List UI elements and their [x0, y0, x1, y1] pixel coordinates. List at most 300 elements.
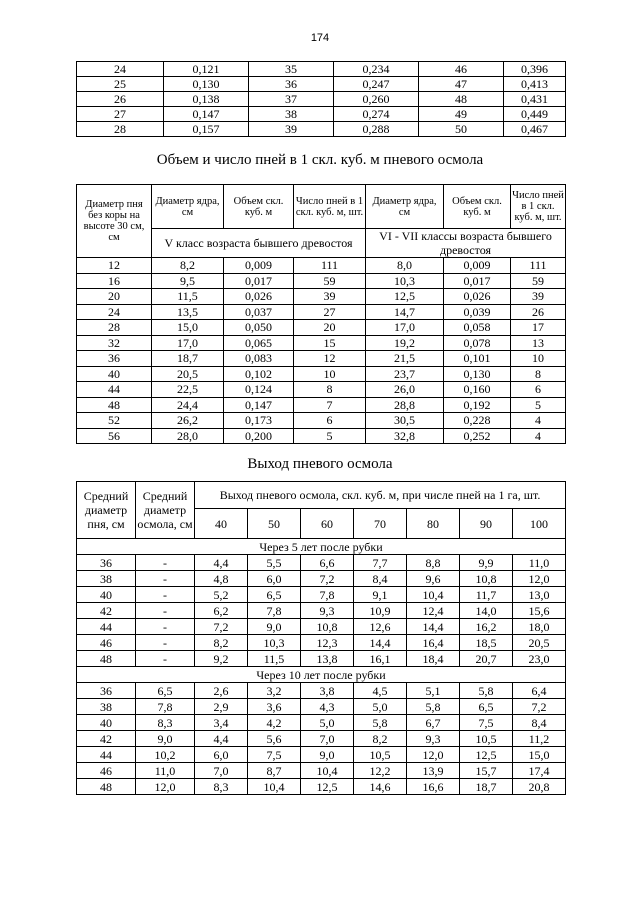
table-cell: 4,3 [301, 699, 354, 715]
table-row [77, 619, 566, 635]
table-row [77, 366, 566, 382]
table-cell: 28 [77, 320, 152, 336]
table-cell: 9,0 [301, 747, 354, 763]
table-cell: 52 [77, 413, 152, 429]
table-cell: 18,7 [460, 779, 513, 795]
table-cell: 13,9 [407, 763, 460, 779]
table-cell: 39 [511, 289, 566, 305]
table-row [77, 289, 566, 305]
table-cell: 7,2 [513, 699, 566, 715]
table-row [77, 747, 566, 763]
table-cell: 7,5 [248, 747, 301, 763]
header-yield-group: Выход пневого осмола, скл. куб. м, при числе пней на 1 га, шт. [195, 482, 566, 509]
table-cell: 8,2 [152, 258, 224, 274]
table-cell: 30,5 [366, 413, 444, 429]
table-cell: 0,121 [164, 62, 249, 77]
table-cell: 0,147 [224, 397, 294, 413]
table-row [77, 763, 566, 779]
header-stump-count: 90 [460, 509, 513, 539]
table-cell: 9,9 [460, 555, 513, 571]
table-cell: 8,3 [195, 779, 248, 795]
table-cell: 20,5 [152, 366, 224, 382]
table-cell: 7,2 [195, 619, 248, 635]
header-group-v: V класс возраста бывшего древостоя [152, 229, 366, 258]
table-cell: 24 [77, 62, 164, 77]
table-cell: 40 [77, 366, 152, 382]
table-cell: 5,2 [195, 587, 248, 603]
header-stump-count: 100 [513, 509, 566, 539]
table-cell: 9,3 [301, 603, 354, 619]
table-cell: 7,0 [301, 731, 354, 747]
resin-yield-table-title: Выход пневого осмола [247, 456, 393, 472]
table-cell: 8,8 [407, 555, 460, 571]
table-cell: 8 [294, 382, 366, 398]
table-cell: 37 [249, 92, 334, 107]
header-group-vi-vii: VI - VII классы возраста бывшего древостоя [366, 229, 566, 258]
table-cell: 15,7 [460, 763, 513, 779]
table-cell: 10 [294, 366, 366, 382]
table-cell: 6,7 [407, 715, 460, 731]
table-cell: 0,017 [444, 273, 511, 289]
table-row [77, 335, 566, 351]
table-cell: 32,8 [366, 428, 444, 444]
table-cell: 0,037 [224, 304, 294, 320]
table-cell: 8,0 [366, 258, 444, 274]
table-cell: 18,0 [513, 619, 566, 635]
table-cell: 10,3 [248, 635, 301, 651]
table-cell: 38 [249, 107, 334, 122]
table-cell: 12 [294, 351, 366, 367]
table-cell: 26 [511, 304, 566, 320]
table-cell: - [136, 619, 195, 635]
table-cell: 42 [77, 603, 136, 619]
table-cell: 6,5 [136, 683, 195, 699]
table-cell: 11,2 [513, 731, 566, 747]
table-cell: 59 [511, 273, 566, 289]
table-cell: 56 [77, 428, 152, 444]
table-cell: 5,8 [407, 699, 460, 715]
table-cell: 3,4 [195, 715, 248, 731]
table-cell: 17 [511, 320, 566, 336]
header-avg-resin-diameter: Средний диаметр осмола, см [136, 482, 195, 539]
table-cell: 111 [511, 258, 566, 274]
table-cell: 13,0 [513, 587, 566, 603]
stump-volume-table [76, 184, 566, 444]
table-cell: 59 [294, 273, 366, 289]
table-row [77, 779, 566, 795]
table-cell: 5 [294, 428, 366, 444]
table-cell: 6 [511, 382, 566, 398]
table-row [77, 92, 566, 107]
resin-yield-table [76, 481, 566, 795]
table-cell: 10,3 [366, 273, 444, 289]
table-cell: 0,234 [334, 62, 419, 77]
table-cell: 16,6 [407, 779, 460, 795]
table-cell: 17,0 [366, 320, 444, 336]
table-cell: 7,8 [248, 603, 301, 619]
table-row [77, 428, 566, 444]
stump-volume-table-title: Объем и число пней в 1 скл. куб. м пневого осмола [156, 152, 484, 168]
table-cell: 0,050 [224, 320, 294, 336]
table-row [77, 382, 566, 398]
table-cell: 9,0 [248, 619, 301, 635]
table-row [77, 715, 566, 731]
table-cell: 3,8 [301, 683, 354, 699]
table-cell: 16 [77, 273, 152, 289]
table-cell: 0,009 [444, 258, 511, 274]
table-cell: 14,4 [354, 635, 407, 651]
table-cell: 48 [77, 651, 136, 667]
table-cell: 20,5 [513, 635, 566, 651]
table-cell: 27 [294, 304, 366, 320]
table-cell: 11,7 [460, 587, 513, 603]
table-cell: 12,3 [301, 635, 354, 651]
table-row [77, 651, 566, 667]
table-cell: 27 [77, 107, 164, 122]
table-cell: 8,4 [354, 571, 407, 587]
table-cell: 17,0 [152, 335, 224, 351]
table-cell: 4,4 [195, 555, 248, 571]
table-cell: 0,157 [164, 122, 249, 137]
table-cell: 5,0 [301, 715, 354, 731]
table-cell: 9,2 [195, 651, 248, 667]
table-row [77, 62, 566, 77]
table-cell: 0,252 [444, 428, 511, 444]
table-cell: 13 [511, 335, 566, 351]
table-cell: 40 [77, 715, 136, 731]
table-cell: 0,228 [444, 413, 511, 429]
table-cell: 6 [294, 413, 366, 429]
table-cell: 0,413 [504, 77, 566, 92]
table-cell: 7,2 [301, 571, 354, 587]
table-cell: - [136, 555, 195, 571]
header-volume-v: Объем скл. куб. м [224, 185, 294, 229]
table-cell: 8,7 [248, 763, 301, 779]
table-row [77, 122, 566, 137]
table-cell: 17,4 [513, 763, 566, 779]
table-cell: 14,6 [354, 779, 407, 795]
table-cell: 46 [77, 635, 136, 651]
header-volume-vi: Объем скл. куб. м [444, 185, 511, 229]
table-cell: 40 [77, 587, 136, 603]
table-cell: 28,0 [152, 428, 224, 444]
table-cell: 42 [77, 731, 136, 747]
table-row [77, 603, 566, 619]
table-row [77, 273, 566, 289]
table-cell: 7,8 [301, 587, 354, 603]
table-cell: 15,0 [513, 747, 566, 763]
table-cell: 6,5 [248, 587, 301, 603]
table-cell: 5,5 [248, 555, 301, 571]
table-cell: 24,4 [152, 397, 224, 413]
table-cell: 46 [77, 763, 136, 779]
table-cell: 26 [77, 92, 164, 107]
table-cell: 35 [249, 62, 334, 77]
table-cell: 18,7 [152, 351, 224, 367]
table-cell: 36 [249, 77, 334, 92]
table-row [77, 320, 566, 336]
table-row [77, 77, 566, 92]
table-cell: 4,8 [195, 571, 248, 587]
table-cell: 6,6 [301, 555, 354, 571]
table-cell: 0,124 [224, 382, 294, 398]
table-row [77, 731, 566, 747]
table-cell: 13,8 [301, 651, 354, 667]
header-core-diameter-v: Диаметр ядра, см [152, 185, 224, 229]
table-cell: 16,4 [407, 635, 460, 651]
table-row [77, 571, 566, 587]
table-cell: 12,6 [354, 619, 407, 635]
table-cell: 14,7 [366, 304, 444, 320]
header-stump-count: 40 [195, 509, 248, 539]
table-cell: 12,0 [407, 747, 460, 763]
table-cell: 8,2 [195, 635, 248, 651]
table-row [77, 351, 566, 367]
table-row [77, 258, 566, 274]
header-avg-stump-diameter: Средний диаметр пня, см [77, 482, 136, 539]
table-cell: 8,3 [136, 715, 195, 731]
table-cell: 11,0 [513, 555, 566, 571]
table-cell: 48 [77, 397, 152, 413]
table-cell: 0,147 [164, 107, 249, 122]
page-number: 174 [310, 32, 330, 44]
table-cell: 12,4 [407, 603, 460, 619]
table-cell: 7 [294, 397, 366, 413]
table-cell: 11,5 [152, 289, 224, 305]
table-cell: 3,6 [248, 699, 301, 715]
table-cell: 10,5 [460, 731, 513, 747]
table-cell: 6,0 [248, 571, 301, 587]
table-cell: 10,9 [354, 603, 407, 619]
section-row [77, 539, 566, 555]
table-cell: 20 [77, 289, 152, 305]
table-cell: 3,2 [248, 683, 301, 699]
table-cell: 0,192 [444, 397, 511, 413]
table-cell: - [136, 603, 195, 619]
table-cell: 4,2 [248, 715, 301, 731]
table-cell: 0,200 [224, 428, 294, 444]
table-cell: - [136, 651, 195, 667]
table-cell: 4 [511, 413, 566, 429]
table-cell: 20,8 [513, 779, 566, 795]
header-stump-count: 50 [248, 509, 301, 539]
table-cell: 7,5 [460, 715, 513, 731]
table-cell: 6,4 [513, 683, 566, 699]
header-count-vi: Число пней в 1 скл. куб. м, шт. [511, 185, 566, 229]
table-cell: 12,0 [136, 779, 195, 795]
table-cell: 36 [77, 683, 136, 699]
table-cell: 10,4 [407, 587, 460, 603]
table-cell: 6,2 [195, 603, 248, 619]
table-cell: 0,017 [224, 273, 294, 289]
table-cell: 5,6 [248, 731, 301, 747]
table-cell: 0,260 [334, 92, 419, 107]
table-cell: 0,467 [504, 122, 566, 137]
table-cell: 19,2 [366, 335, 444, 351]
table-cell: 0,396 [504, 62, 566, 77]
table-cell: 2,6 [195, 683, 248, 699]
header-stump-diameter: Диаметр пня без коры на высоте 30 см, см [77, 185, 152, 258]
table-cell: 15,0 [152, 320, 224, 336]
table-cell: 0,130 [164, 77, 249, 92]
table-cell: 10 [511, 351, 566, 367]
table-cell: 46 [419, 62, 504, 77]
continuation-table [76, 61, 566, 137]
table-cell: 12,5 [460, 747, 513, 763]
table-cell: 48 [77, 779, 136, 795]
table-cell: 8,2 [354, 731, 407, 747]
table-cell: 18,4 [407, 651, 460, 667]
table-cell: 26,0 [366, 382, 444, 398]
table-cell: 0,247 [334, 77, 419, 92]
table-cell: 0,058 [444, 320, 511, 336]
table-cell: 9,3 [407, 731, 460, 747]
table-cell: 0,026 [444, 289, 511, 305]
table-cell: 23,0 [513, 651, 566, 667]
table-cell: 5,8 [354, 715, 407, 731]
table-cell: 47 [419, 77, 504, 92]
table-cell: 16,1 [354, 651, 407, 667]
header-count-v: Число пней в 1 скл. куб. м, шт. [294, 185, 366, 229]
table-row [77, 587, 566, 603]
table-cell: 10,4 [248, 779, 301, 795]
table-cell: 11,0 [136, 763, 195, 779]
table-cell: 20,7 [460, 651, 513, 667]
table-cell: 44 [77, 747, 136, 763]
table-cell: 15,6 [513, 603, 566, 619]
table-cell: 11,5 [248, 651, 301, 667]
table-cell: 9,1 [354, 587, 407, 603]
table-cell: 10,2 [136, 747, 195, 763]
table-cell: 38 [77, 571, 136, 587]
table-cell: 0,288 [334, 122, 419, 137]
table-cell: 15 [294, 335, 366, 351]
table-cell: 0,431 [504, 92, 566, 107]
section-label-5-years: Через 5 лет после рубки [77, 539, 566, 555]
table-cell: 4,4 [195, 731, 248, 747]
table-row [77, 304, 566, 320]
table-cell: 12,5 [301, 779, 354, 795]
table-cell: 12,0 [513, 571, 566, 587]
table-cell: - [136, 635, 195, 651]
header-stump-count: 60 [301, 509, 354, 539]
table-cell: 2,9 [195, 699, 248, 715]
table-cell: 14,4 [407, 619, 460, 635]
table-cell: 6,5 [460, 699, 513, 715]
table-cell: 7,8 [136, 699, 195, 715]
section-row [77, 667, 566, 683]
table-cell: 32 [77, 335, 152, 351]
table-cell: 0,274 [334, 107, 419, 122]
table-cell: 5,0 [354, 699, 407, 715]
table-row [77, 413, 566, 429]
table-cell: 4,5 [354, 683, 407, 699]
table-cell: 9,0 [136, 731, 195, 747]
table-cell: 5 [511, 397, 566, 413]
table-cell: 36 [77, 351, 152, 367]
header-core-diameter-vi: Диаметр ядра, см [366, 185, 444, 229]
table-cell: 0,449 [504, 107, 566, 122]
table-cell: 0,102 [224, 366, 294, 382]
table-cell: 9,5 [152, 273, 224, 289]
table-cell: 44 [77, 382, 152, 398]
table-row [77, 107, 566, 122]
table-cell: - [136, 571, 195, 587]
table-cell: 10,4 [301, 763, 354, 779]
table-cell: 7,0 [195, 763, 248, 779]
table-cell: 0,101 [444, 351, 511, 367]
table-cell: 0,130 [444, 366, 511, 382]
table-cell: 0,160 [444, 382, 511, 398]
table-cell: 10,5 [354, 747, 407, 763]
table-row [77, 555, 566, 571]
table-cell: 48 [419, 92, 504, 107]
table-cell: 49 [419, 107, 504, 122]
table-cell: 0,026 [224, 289, 294, 305]
table-cell: 44 [77, 619, 136, 635]
table-cell: 22,5 [152, 382, 224, 398]
table-cell: 0,065 [224, 335, 294, 351]
table-cell: 6,0 [195, 747, 248, 763]
table-cell: 0,078 [444, 335, 511, 351]
table-cell: 0,083 [224, 351, 294, 367]
table-cell: 18,5 [460, 635, 513, 651]
table-cell: 12,2 [354, 763, 407, 779]
table-cell: 14,0 [460, 603, 513, 619]
table-cell: 9,6 [407, 571, 460, 587]
table-cell: 8,4 [513, 715, 566, 731]
table-row [77, 397, 566, 413]
table-cell: 5,1 [407, 683, 460, 699]
table-cell: 0,039 [444, 304, 511, 320]
table-cell: 0,173 [224, 413, 294, 429]
section-label-10-years: Через 10 лет после рубки [77, 667, 566, 683]
table-cell: 5,8 [460, 683, 513, 699]
table-cell: 8 [511, 366, 566, 382]
table-cell: 28 [77, 122, 164, 137]
table-cell: 28,8 [366, 397, 444, 413]
table-cell: 13,5 [152, 304, 224, 320]
table-cell: 16,2 [460, 619, 513, 635]
table-cell: 10,8 [460, 571, 513, 587]
table-row [77, 699, 566, 715]
table-cell: 7,7 [354, 555, 407, 571]
table-cell: 12 [77, 258, 152, 274]
table-cell: 23,7 [366, 366, 444, 382]
table-cell: 4 [511, 428, 566, 444]
table-cell: 20 [294, 320, 366, 336]
table-cell: 21,5 [366, 351, 444, 367]
table-cell: 0,009 [224, 258, 294, 274]
table-cell: 111 [294, 258, 366, 274]
table-cell: 10,8 [301, 619, 354, 635]
header-stump-count: 80 [407, 509, 460, 539]
table-cell: 12,5 [366, 289, 444, 305]
table-row [77, 683, 566, 699]
header-stump-count: 70 [354, 509, 407, 539]
table-cell: 39 [294, 289, 366, 305]
table-cell: 36 [77, 555, 136, 571]
table-cell: 50 [419, 122, 504, 137]
table-cell: - [136, 587, 195, 603]
table-cell: 0,138 [164, 92, 249, 107]
table-cell: 25 [77, 77, 164, 92]
table-cell: 24 [77, 304, 152, 320]
table-row [77, 635, 566, 651]
table-cell: 39 [249, 122, 334, 137]
table-cell: 26,2 [152, 413, 224, 429]
table-cell: 38 [77, 699, 136, 715]
